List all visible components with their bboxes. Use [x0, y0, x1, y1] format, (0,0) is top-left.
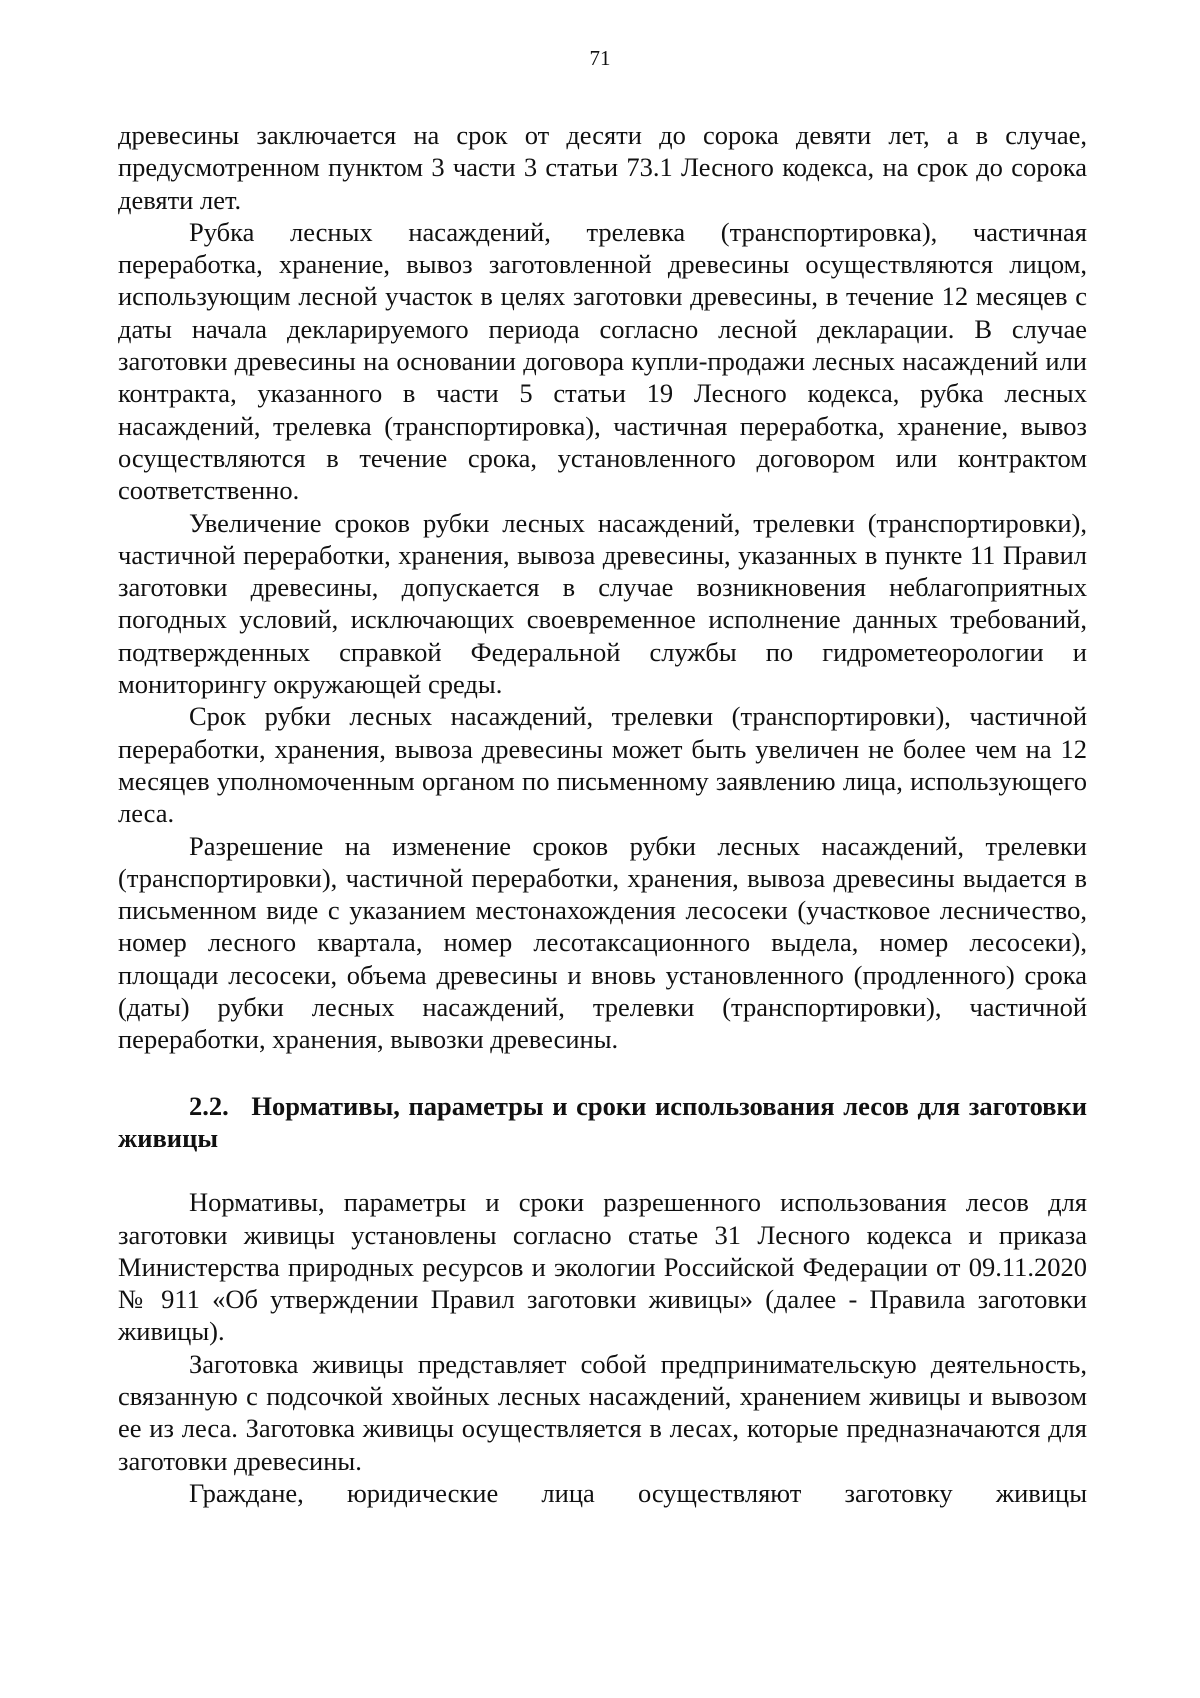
section-number: 2.2.: [189, 1090, 229, 1121]
paragraph: Увеличение сроков рубки лесных насаждений, трелевки (транспортировки), частичной переработки, хранения, вывоза древесины, указанных в пункте 11 Правил заготовки древесины, допускается в случае возникновения неблагоприятных погодных условий, исключающих своевременное исполнение данных требований, подтвержденных справкой Федеральной службы по гидрометеорологии и мониторингу окружающей среды.: [118, 507, 1087, 700]
paragraph: Нормативы, параметры и сроки разрешенного использования лесов для заготовки живицы установлены согласно статье 31 Лесного кодекса и приказа Министерства природных ресурсов и экологии Российской Федерации от 09.11.2020 № 911 «Об утверждении Правил заготовки живицы» (далее - Правила заготовки живицы).: [118, 1187, 1087, 1347]
paragraph: Разрешение на изменение сроков рубки лесных насаждений, трелевки (транспортировки), частичной переработки, хранения, вывоза древесины выдается в письменном виде с указанием местонахождения лесосеки (участковое лесничество, номер лесного квартала, номер лесотаксационного выдела, номер лесосеки), площади лесосеки, объема древесины и вновь установленного (продленного) срока (даты) рубки лесных насаждений, трелевки (транспортировки), частичной переработки, хранения, вывозки древесины.: [118, 830, 1087, 1055]
page-number: 71: [589, 46, 611, 70]
section-title: Нормативы, параметры и сроки использования лесов для заготовки живицы: [118, 1090, 1088, 1153]
paragraph-truncated: Граждане, юридические лица осуществляют заготовку живицы: [189, 1477, 1087, 1508]
paragraph: Срок рубки лесных насаждений, трелевки (транспортировки), частичной переработки, хранения, вывоза древесины может быть увеличен не более чем на 12 месяцев уполномоченным органом по письменному заявлению лица, использующего леса.: [118, 701, 1087, 829]
document-body: [118, 119, 1087, 1509]
paragraph-continuation: древесины заключается на срок от десяти до сорока девяти лет, а в случае, предусмотренном пунктом 3 части 3 статьи 73.1 Лесного кодекса, на срок до сорока девяти лет.: [118, 120, 1087, 215]
paragraph: Рубка лесных насаждений, трелевка (транспортировка), частичная переработка, хранение, вывоз заготовленной древесины осуществляются лицом, использующим лесной участок в целях заготовки древесины, в течение 12 месяцев с даты начала декларируемого периода согласно лесной декларации. В случае заготовки древесины на основании договора купли-продажи лесных насаждений или контракта, указанного в части 5 статьи 19 Лесного кодекса, рубка лесных насаждений, трелевка (транспортировка), частичная переработка, хранение, вывоз осуществляются в течение срока, установленного договором или контрактом соответственно.: [118, 216, 1087, 506]
paragraph: Заготовка живицы представляет собой предпринимательскую деятельность, связанную с подсочкой хвойных лесных насаждений, хранением живицы и вывозом ее из леса. Заготовка живицы осуществляется в лесах, которые предназначаются для заготовки древесины.: [118, 1348, 1087, 1476]
section-heading: [118, 1090, 1087, 1155]
